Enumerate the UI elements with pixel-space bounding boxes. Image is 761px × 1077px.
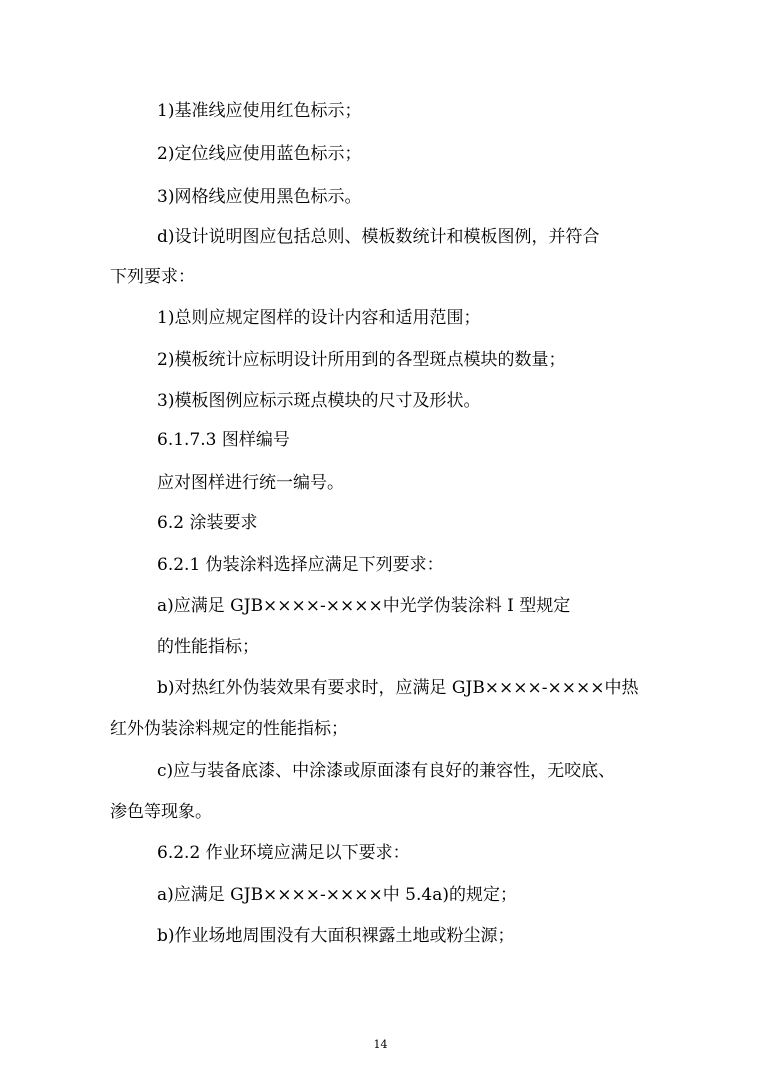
text-line: 下列要求： (110, 267, 195, 287)
section-heading: 6.1.7.3 图样编号 (157, 430, 290, 450)
text-line: c)应与装备底漆、中涂漆或原面漆有良好的兼容性，无咬底、 (157, 761, 616, 781)
text-line: b)对热红外伪装效果有要求时，应满足 GJB××××-××××中热 (157, 678, 639, 698)
text-line: 3)模板图例应标示斑点模块的尺寸及形状。 (157, 391, 481, 411)
page-number: 14 (373, 1038, 388, 1051)
text-line: d)设计说明图应包括总则、模板数统计和模板图例，并符合 (157, 227, 600, 247)
text-line: 3)网格线应使用黑色标示。 (157, 187, 362, 207)
text-line: 6.2.2 作业环境应满足以下要求： (157, 843, 410, 863)
text-line: 渗色等现象。 (110, 802, 212, 822)
section-heading: 6.2 涂装要求 (157, 513, 258, 533)
text-line: 的性能指标； (157, 637, 259, 657)
text-line: 6.2.1 伪装涂料选择应满足下列要求： (157, 555, 444, 575)
text-line: 2)模板统计应标明设计所用到的各型斑点模块的数量； (157, 350, 566, 370)
text-line: 红外伪装涂料规定的性能指标； (110, 719, 348, 739)
text-line: 1)基准线应使用红色标示； (157, 101, 362, 121)
text-line: 2)定位线应使用蓝色标示； (157, 144, 362, 164)
text-line: b)作业场地周围没有大面积裸露土地或粉尘源； (157, 926, 515, 946)
text-line: a)应满足 GJB××××-××××中 5.4a)的规定； (157, 885, 517, 905)
text-line: 应对图样进行统一编号。 (157, 473, 344, 493)
text-line: 1)总则应规定图样的设计内容和适用范围； (157, 308, 481, 328)
text-line: a)应满足 GJB××××-××××中光学伪装涂料 I 型规定 (157, 596, 571, 616)
